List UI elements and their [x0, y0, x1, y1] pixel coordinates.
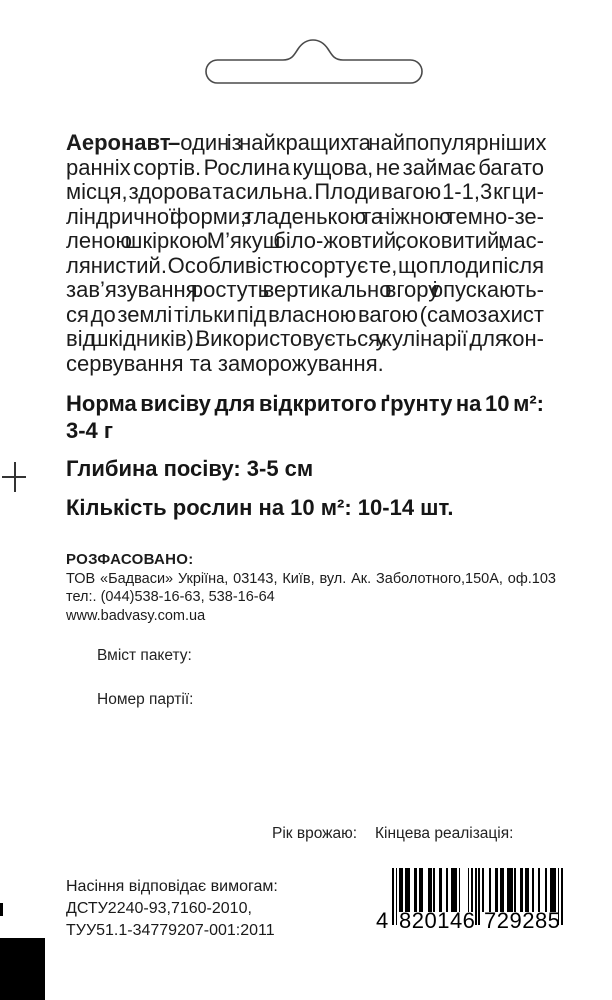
packer-website: www.badvasy.com.ua — [66, 607, 206, 624]
description-line: ліндричної форми, з гладенькою та ніжною темно-зе- — [66, 203, 544, 229]
euro-slot-hang-hole-icon — [195, 38, 435, 88]
description-line: місця, здорова та сильна. Плоди вагою 1-1,3 кг ци- — [66, 179, 544, 204]
standards-line: ДСТУ2240-93,7160-2010, — [66, 900, 252, 917]
description-line: від шкідників). Використовується у кулінарії, для кон- — [66, 326, 544, 351]
description-line: ся до землі тільки під власною вагою (самозахист — [66, 301, 544, 327]
barcode-digits-right: 729285 — [484, 908, 561, 933]
sowing-rate-value: 3-4 г — [66, 418, 114, 443]
sell-by-label: Кінцева реалізація: — [375, 825, 514, 842]
standards-line: ТУУ51.1-34779207-001:2011 — [66, 922, 275, 939]
variety-description — [66, 130, 547, 376]
sowing-rate-heading: Норма висіву для відкритого ґрунту на 10 м²: — [66, 391, 544, 416]
description-line: леною шкіркою. М’якуш біло-жовтий, соковитий, мас- — [66, 228, 544, 253]
edge-print-mark — [0, 903, 3, 916]
description-line: лянистий. Особливістю сорту є те, що плоди після — [66, 252, 544, 278]
packer-phone: тел:. (044)538-16-63, 538-16-64 — [66, 589, 275, 605]
batch-number-label: Номер партії: — [97, 691, 194, 708]
packer-address: ТОВ «Бадваси» Укріїна, 03143, Київ, вул. Ак. Заболотного,150А, оф.103 — [66, 570, 556, 587]
packer-info — [66, 551, 556, 625]
ean13-barcode — [376, 868, 563, 934]
corner-print-mark — [0, 938, 45, 1000]
standards-block — [66, 876, 278, 942]
standards-line: Насіння відповідає вимогам: — [66, 878, 278, 895]
variety-name: Аеронавт – — [66, 130, 181, 155]
description-line: зав’язування ростуть вертикально вгору і опускають- — [66, 277, 544, 302]
registration-cross-icon — [2, 462, 28, 492]
barcode-lead-digit: 4 — [376, 908, 389, 933]
barcode-digits-left: 820146 — [399, 908, 476, 933]
harvest-year-label: Рік врожаю: — [272, 825, 358, 842]
description-line: Аеронавт – один із найкращих та найпопулярніших — [66, 130, 547, 155]
sowing-depth: Глибина посіву: 3-5 см — [66, 456, 314, 481]
packet-contents-label: Вміст пакету: — [97, 647, 192, 664]
description-line: ранніх сортів. Рослина кущова, не займає багато — [66, 154, 544, 180]
plant-count: Кількість рослин на 10 м²: 10-14 шт. — [66, 495, 454, 520]
description-line: сервування та заморожування. — [66, 350, 384, 376]
packer-heading: РОЗФАСОВАНО: — [66, 551, 194, 568]
